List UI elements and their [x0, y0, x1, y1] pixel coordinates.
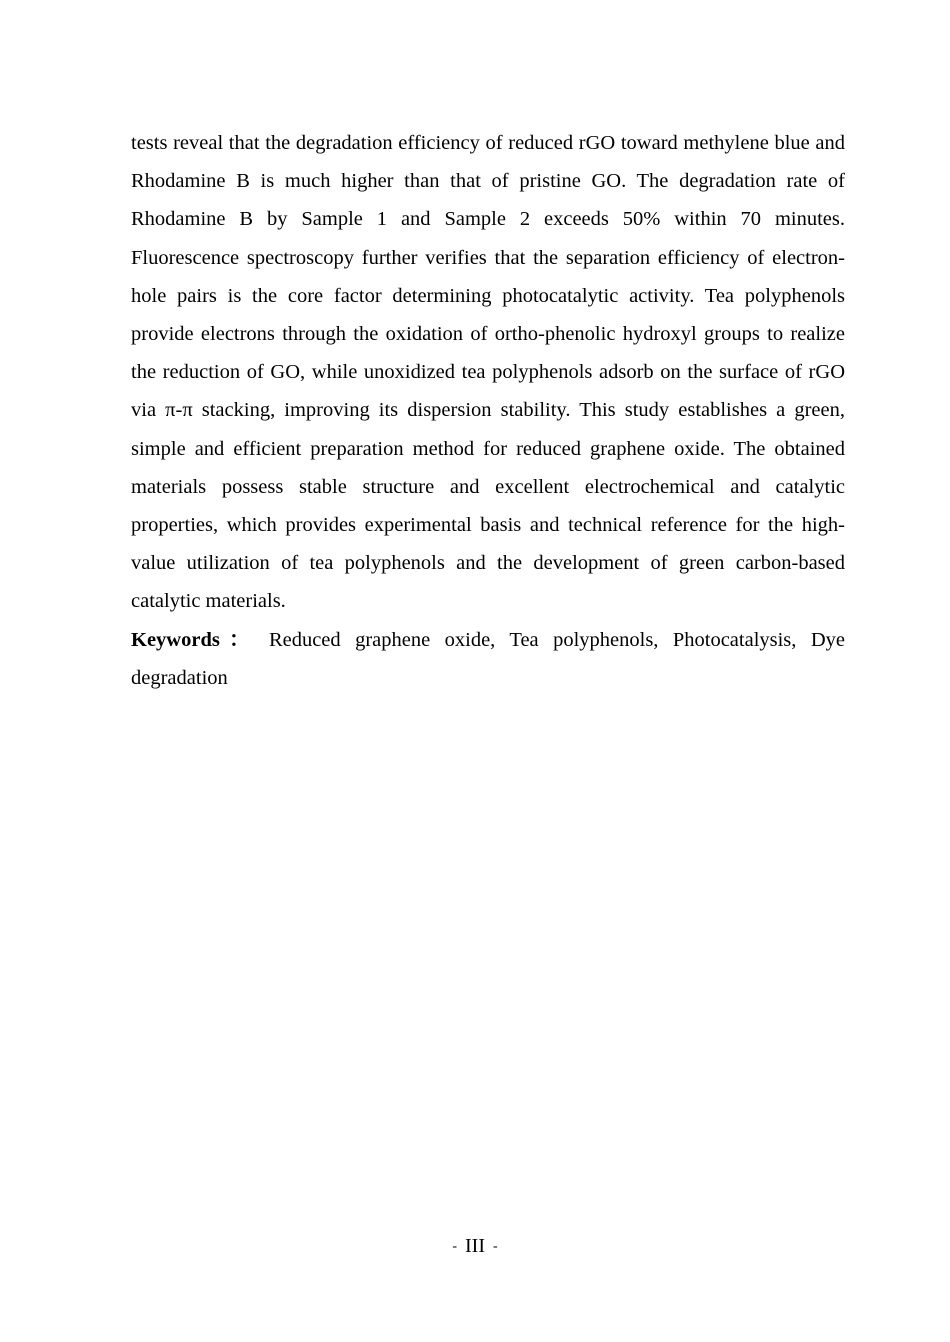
- page-footer: [0, 1232, 950, 1261]
- footer-dash-left: -: [452, 1239, 457, 1255]
- keywords-label: Keywords: [131, 629, 220, 651]
- keywords-separator: ：: [219, 629, 259, 651]
- footer-dash-right: -: [492, 1239, 498, 1255]
- page-number: III: [465, 1235, 485, 1257]
- abstract-body-paragraph: tests reveal that the degradation efficiency of reduced rGO toward methylene blue and Rhodamine B is much higher than that of pristine GO. The degradation rate of Rhodamine B by Sample 1 and Sample 2 exceeds 50% within 70 minutes. Fluorescence spectroscopy further verifies that the separation efficiency of electron-hole pairs is the core factor determining photocatalytic activity. Tea polyphenols provide electrons through the oxidation of ortho-phenolic hydroxyl groups to realize the reduction of GO, while unoxidized tea polyphenols adsorb on the surface of rGO via π-π stacking, improving its dispersion stability. This study establishes a green, simple and efficient preparation method for reduced graphene oxide. The obtained materials possess stable structure and excellent electrochemical and catalytic properties, which provides experimental basis and technical reference for the high-value utilization of tea polyphenols and the development of green carbon-based catalytic materials.: [131, 132, 845, 613]
- keywords-paragraph: [131, 621, 845, 697]
- keywords-text: Reduced graphene oxide, Tea polyphenols, Photocatalysis, Dye degradation: [131, 629, 845, 690]
